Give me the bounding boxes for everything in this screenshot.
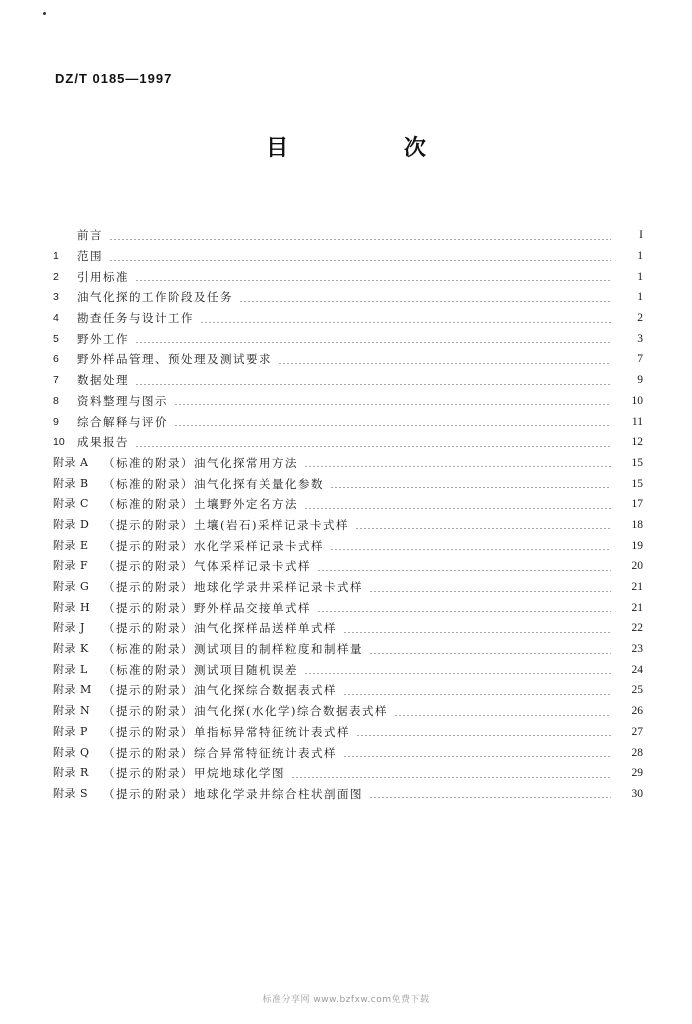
toc-entry (53, 535, 643, 556)
toc-entry-page: 3 (637, 332, 643, 345)
toc-entry-number: 附录 L (53, 662, 88, 676)
toc-entry-page: 21 (631, 601, 643, 614)
toc-entry-title: （提示的附录）地球化学录井采样记录卡式样 (103, 580, 363, 595)
toc-entry-number: 7 (53, 374, 59, 387)
toc-entry-title: （标准的附录）测试项目随机误差 (103, 662, 298, 677)
toc-entry-page: 15 (631, 477, 643, 490)
toc-entry-page: 12 (631, 436, 643, 449)
toc-entry-title: （提示的附录）野外样品交接单式样 (103, 600, 311, 615)
toc-entry-title: 野外样品管理、预处理及测试要求 (77, 352, 272, 367)
toc-entry-title: （提示的附录）甲烷地球化学图 (103, 766, 285, 781)
toc-entry (53, 473, 643, 494)
toc-entry-title: 引用标准 (77, 269, 129, 284)
dot-leader (317, 570, 611, 571)
toc-entry (53, 556, 643, 577)
toc-entry-page: 25 (631, 684, 643, 697)
toc-entry-number: 附录 D (53, 517, 90, 531)
toc-entry-number: 附录 S (53, 786, 89, 800)
toc-entry-number: 附录 Q (53, 745, 90, 759)
scan-speck (43, 12, 46, 15)
toc-entry-title: （标准的附录）油气化探常用方法 (103, 455, 298, 470)
toc-entry-number: 6 (53, 353, 59, 366)
toc-entry (53, 659, 643, 680)
toc-entry-number: 附录 E (53, 538, 89, 552)
dot-leader (239, 301, 611, 302)
dot-leader (394, 715, 611, 716)
toc-entry (53, 701, 643, 722)
toc-entry (53, 308, 643, 329)
toc-entry-title: （提示的附录）地球化学录井综合柱状剖面图 (103, 786, 363, 801)
toc-entry (53, 742, 643, 763)
standard-code: DZ/T 0185—1997 (55, 71, 173, 86)
dot-leader (135, 446, 611, 447)
toc-entry-title: （标准的附录）油气化探有关量化参数 (103, 476, 324, 491)
dot-leader (291, 777, 611, 778)
dot-leader (304, 466, 611, 467)
dot-leader (369, 653, 611, 654)
toc-entry-number: 附录 R (53, 766, 89, 780)
dot-leader (317, 611, 611, 612)
dot-leader (174, 404, 611, 405)
dot-leader (109, 260, 611, 261)
toc-entry-page: 18 (631, 518, 643, 531)
toc-entry-page: 20 (631, 560, 643, 573)
toc-entry-page: 30 (631, 787, 643, 800)
dot-leader (369, 797, 611, 798)
toc-entry (53, 722, 643, 743)
dot-leader (200, 322, 611, 323)
toc-entry-page: 28 (631, 746, 643, 759)
toc-entry (53, 494, 643, 515)
toc-entry-number: 5 (53, 332, 59, 345)
toc-entry-page: 29 (631, 767, 643, 780)
dot-leader (174, 425, 611, 426)
toc-entry-number: 附录 H (53, 600, 91, 614)
toc-entry-page: 2 (637, 312, 643, 325)
toc-entry (53, 639, 643, 660)
toc-entry-page: 1 (637, 270, 643, 283)
toc-entry-number: 附录 C (53, 497, 89, 511)
toc-entry-number: 附录 J (53, 621, 85, 635)
toc-entry (53, 618, 643, 639)
toc-entry-number: 附录 K (53, 642, 89, 656)
toc-entry-title: （提示的附录）水化学采样记录卡式样 (103, 538, 324, 553)
toc-entry (53, 763, 643, 784)
toc-title: 目 次 (266, 135, 480, 161)
dot-leader (135, 342, 611, 343)
toc-entry-title: （标准的附录）土壤野外定名方法 (103, 497, 298, 512)
dot-leader (304, 673, 611, 674)
dot-leader (304, 508, 611, 509)
toc-entry (53, 680, 643, 701)
toc-entry-page: 24 (631, 663, 643, 676)
toc-entry-page: 1 (637, 250, 643, 263)
toc-entry-title: 前言 (77, 228, 103, 243)
toc-entry-number: 4 (53, 312, 59, 325)
toc-entry-title: 综合解释与评价 (77, 414, 168, 429)
dot-leader (343, 756, 611, 757)
toc-entry (53, 453, 643, 474)
toc-entry-page: 7 (637, 353, 643, 366)
dot-leader (135, 280, 611, 281)
toc-entry (53, 515, 643, 536)
toc-entry-page: 17 (631, 498, 643, 511)
toc-entry-number: 附录 A (53, 455, 89, 469)
toc-entry-number: 1 (53, 250, 59, 263)
toc-entry (53, 266, 643, 287)
toc-entry (53, 349, 643, 370)
toc-entry-page: 26 (631, 705, 643, 718)
toc-entry (53, 432, 643, 453)
dot-leader (355, 528, 611, 529)
toc-entry (53, 577, 643, 598)
toc-entry-page: 10 (631, 394, 643, 407)
toc-entry-title: 勘查任务与设计工作 (77, 311, 194, 326)
dot-leader (330, 487, 611, 488)
toc-entry-number: 3 (53, 291, 59, 304)
dot-leader (356, 735, 611, 736)
toc-entry-title: 数据处理 (77, 373, 129, 388)
toc-entry (53, 287, 643, 308)
toc-entry-number: 附录 F (53, 559, 89, 573)
toc-entry-title: （提示的附录）油气化探样品送样单式样 (103, 621, 337, 636)
toc-entry (53, 225, 643, 246)
toc-list (53, 225, 643, 804)
dot-leader (135, 384, 611, 385)
toc-entry-page: 15 (631, 456, 643, 469)
toc-entry-number: 10 (53, 436, 65, 449)
dot-leader (343, 694, 611, 695)
dot-leader (343, 632, 611, 633)
toc-entry-number: 附录 P (53, 724, 88, 738)
toc-entry-page: 1 (637, 291, 643, 304)
toc-entry (53, 597, 643, 618)
toc-entry-title: （提示的附录）综合异常特征统计表式样 (103, 745, 337, 760)
toc-entry-number: 附录 M (53, 683, 92, 697)
dot-leader (369, 591, 611, 592)
toc-entry (53, 370, 643, 391)
dot-leader (278, 363, 611, 364)
toc-entry-title: 油气化探的工作阶段及任务 (77, 290, 233, 305)
toc-entry-page: 22 (631, 622, 643, 635)
dot-leader (330, 549, 611, 550)
toc-entry-title: （提示的附录）油气化探综合数据表式样 (103, 683, 337, 698)
toc-entry-title: （提示的附录）单指标异常特征统计表式样 (103, 724, 350, 739)
toc-entry-number: 8 (53, 394, 59, 407)
toc-entry (53, 784, 643, 805)
toc-entry-number: 9 (53, 415, 59, 428)
toc-entry-title: （标准的附录）测试项目的制样粒度和制样量 (103, 642, 363, 657)
toc-entry-title: 资料整理与图示 (77, 393, 168, 408)
toc-entry (53, 411, 643, 432)
dot-leader (109, 239, 611, 240)
toc-entry-page: 21 (631, 581, 643, 594)
toc-entry (53, 328, 643, 349)
toc-entry (53, 391, 643, 412)
toc-entry-title: （提示的附录）油气化探(水化学)综合数据表式样 (103, 704, 388, 719)
toc-entry-number: 附录 B (53, 476, 89, 490)
toc-entry-page: 9 (637, 374, 643, 387)
watermark-footer: 标准分享网 www.bzfxw.com免费下载 (262, 995, 430, 1005)
toc-entry-title: 野外工作 (77, 331, 129, 346)
toc-entry-title: （提示的附录）气体采样记录卡式样 (103, 559, 311, 574)
toc-entry-number: 附录 N (53, 704, 91, 718)
toc-entry-page: 27 (631, 725, 643, 738)
toc-entry-number: 附录 G (53, 580, 90, 594)
toc-entry-number: 2 (53, 270, 59, 283)
toc-entry-title: 成果报告 (77, 435, 129, 450)
toc-entry-page: I (639, 229, 643, 242)
toc-entry-page: 11 (631, 415, 643, 428)
toc-entry-page: 19 (631, 539, 643, 552)
toc-entry-title: （提示的附录）土壤(岩石)采样记录卡式样 (103, 517, 349, 532)
toc-entry (53, 246, 643, 267)
toc-entry-page: 23 (631, 643, 643, 656)
toc-entry-title: 范围 (77, 249, 103, 264)
